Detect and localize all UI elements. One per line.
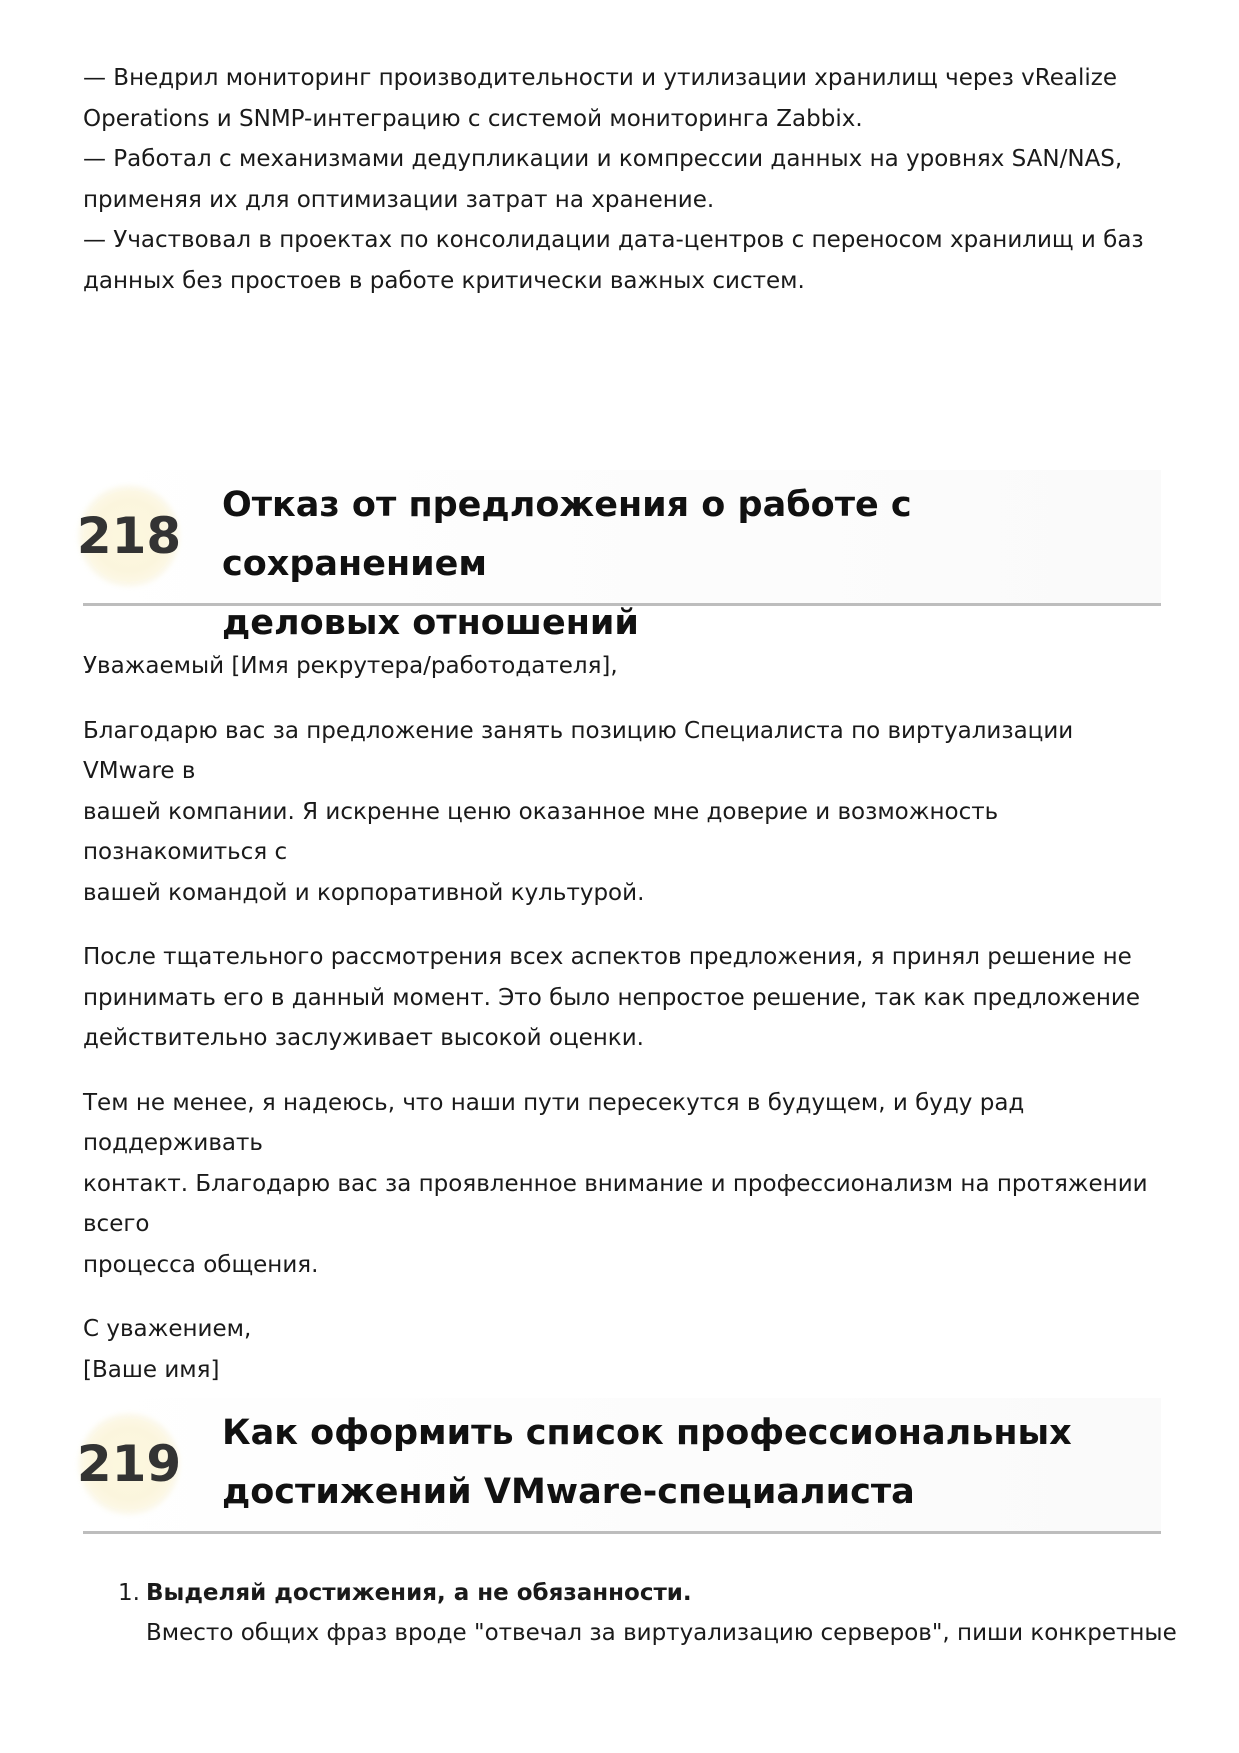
letter-paragraph <box>83 711 1161 914</box>
letter-paragraph <box>83 937 1161 1059</box>
achievements-list <box>83 1573 1177 1663</box>
paragraph-line: Благодарю вас за предложение занять позицию Специалиста по виртуализации VMware в <box>83 717 1074 784</box>
intro-line: — Работал с механизмами дедупликации и компрессии данных на уровнях SAN/NAS, <box>83 146 1123 172</box>
letter-greeting: Уважаемый [Имя рекрутера/работодателя], <box>83 653 618 679</box>
letter-closing: С уважением, <box>83 1316 252 1342</box>
list-item-body: Вместо общих фраз вроде "отвечал за виртуализацию серверов", пиши конкретные <box>146 1620 1177 1646</box>
list-item-number: 1. <box>118 1580 140 1606</box>
letter-signature: [Ваше имя] <box>83 1356 220 1383</box>
paragraph-line: процесса общения. <box>83 1251 319 1278</box>
paragraph-line: вашей компании. Я искренне ценю оказанное мне доверие и возможность познакомиться с <box>83 798 999 865</box>
intro-line: Operations и SNMP-интеграцию с системой мониторинга Zabbix. <box>83 105 863 132</box>
section-219-header <box>76 1398 1161 1534</box>
intro-line: — Внедрил мониторинг производительности и утилизации хранилищ через vRealize <box>83 65 1117 91</box>
section-title <box>222 1404 1151 1522</box>
intro-block <box>83 58 1161 301</box>
intro-line: — Участвовал в проектах по консолидации дата-центров с переносом хранилищ и баз <box>83 227 1144 253</box>
list-item-title: Выделяй достижения, а не обязанности. <box>146 1580 692 1606</box>
section-218-header <box>76 470 1161 643</box>
letter-body <box>83 646 1161 1390</box>
section-title <box>222 476 1151 653</box>
intro-line: применяя их для оптимизации затрат на хранение. <box>83 186 715 213</box>
paragraph-line: принимать его в данный момент. Это было непростое решение, так как предложение <box>83 984 1141 1011</box>
section-number-badge: 218 <box>83 490 175 582</box>
intro-line: данных без простоев в работе критически важных систем. <box>83 267 805 294</box>
letter-signoff <box>83 1309 1161 1390</box>
section-title-line: Отказ от предложения о работе с сохранением <box>222 485 912 584</box>
paragraph-line: вашей командой и корпоративной культурой. <box>83 879 645 906</box>
letter-paragraph <box>83 1083 1161 1286</box>
paragraph-line: После тщательного рассмотрения всех аспектов предложения, я принял решение не <box>83 944 1132 970</box>
section-title-line: Как оформить список профессиональных <box>222 1413 1072 1453</box>
paragraph-line: Тем не менее, я надеюсь, что наши пути пересекутся в будущем, и буду рад поддерживать <box>83 1089 1025 1156</box>
paragraph-line: действительно заслуживает высокой оценки. <box>83 1025 644 1051</box>
paragraph-line: контакт. Благодарю вас за проявленное внимание и профессионализм на протяжении всего <box>83 1170 1148 1237</box>
section-title-line: достижений VMware-специалиста <box>222 1472 915 1512</box>
section-title-line: деловых отношений <box>222 603 639 643</box>
section-number-badge: 219 <box>83 1418 175 1510</box>
